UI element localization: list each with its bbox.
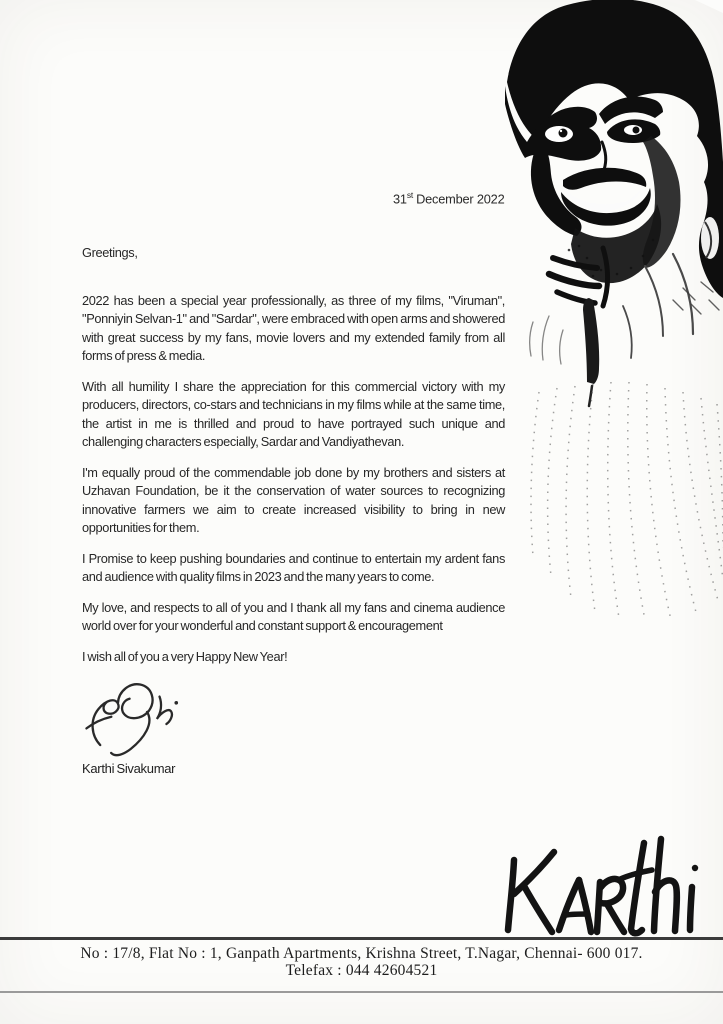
- karthi-wordmark: [497, 830, 709, 938]
- karthi-wordmark-icon: [497, 830, 709, 938]
- letter-paragraph: With all humility I share the appreciation for this commercial victory with my producers, directors, co-stars and technicians in my films while at the same time, the artist in me is thrilled and proud to have portrayed such unique and challenging characters especially, Sardar and Vandiyathevan.: [82, 378, 505, 449]
- letter-paragraph: I'm equally proud of the commendable job done by my brothers and sisters at Uzhavan Foundation, be it the conservation of water sources to recognizing innovative farmers we aim to create increased visibility to bring in new opportunities for them.: [82, 464, 505, 535]
- signer-name: Karthi Sivakumar: [82, 761, 176, 776]
- signature-image: [78, 678, 505, 758]
- letter-paragraph: 2022 has been a special year professionally, as three of my films, "Viruman", "Ponniyin Selvan-1" and "Sardar", were embraced with open arms and showered with great success by my fans, movie lovers and my extended family from all forms of press & media.: [82, 292, 505, 363]
- salutation: Greetings,: [82, 245, 138, 260]
- letter-paragraph: I Promise to keep pushing boundaries and continue to entertain my ardent fans and audience with quality films in 2023 and the many years to come.: [82, 550, 505, 584]
- footer: [0, 937, 723, 980]
- signature-icon: [78, 678, 193, 766]
- footer-rule-bottom: [0, 991, 723, 993]
- letter-date: [393, 190, 505, 206]
- karthi-portrait-icon: [505, 0, 723, 620]
- date-month-year: December 2022: [416, 191, 505, 207]
- footer-telefax: Telefax : 044 42604521: [285, 962, 438, 979]
- footer-address: No : 17/8, Flat No : 1, Ganpath Apartments, Krishna Street, T.Nagar, Chennai- 600 017.: [80, 944, 643, 962]
- portrait-sketch-image: [505, 0, 723, 620]
- letter-paragraph: I wish all of you a very Happy New Year!: [82, 648, 288, 664]
- date-ordinal: st: [406, 190, 414, 200]
- date-day: 31: [393, 191, 407, 207]
- letter-paragraph: My love, and respects to all of you and I thank all my fans and cinema audience world over for your wonderful and constant support & encouragement: [82, 599, 505, 633]
- letter-body: [82, 244, 505, 779]
